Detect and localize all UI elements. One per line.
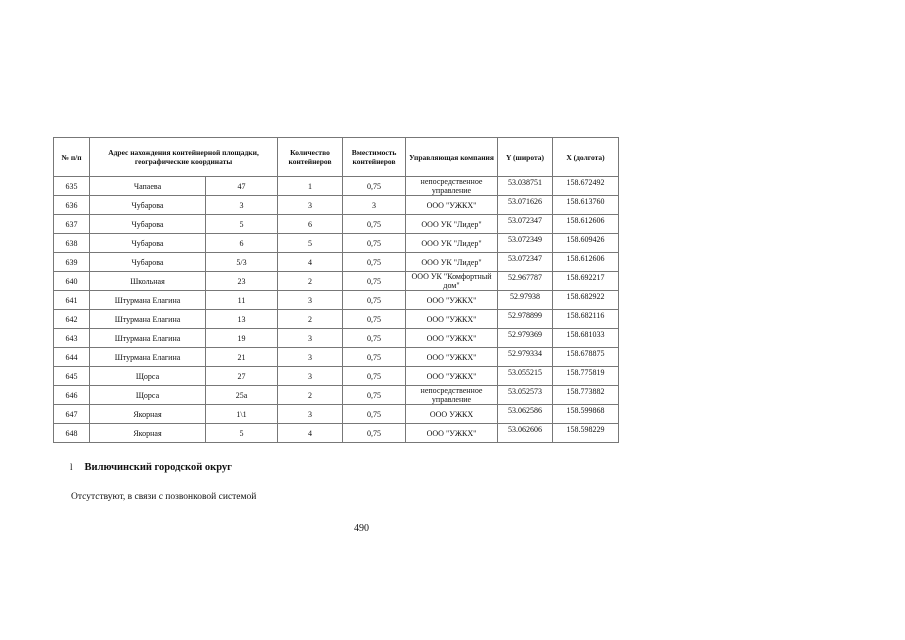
cell-count: 2 xyxy=(278,310,343,329)
cell-street: Якорная xyxy=(90,405,206,424)
cell-company: ООО "УЖКХ" xyxy=(406,196,498,215)
cell-x: 158.612606 xyxy=(553,215,619,234)
cell-y: 52.97938 xyxy=(498,291,553,310)
cell-x: 158.613760 xyxy=(553,196,619,215)
cell-capacity: 0,75 xyxy=(343,386,406,405)
cell-num: 645 xyxy=(54,367,90,386)
cell-capacity: 0,75 xyxy=(343,291,406,310)
table-row xyxy=(54,253,619,272)
cell-company: непосредственное управление xyxy=(406,177,498,196)
cell-y: 52.979334 xyxy=(498,348,553,367)
cell-count: 4 xyxy=(278,253,343,272)
cell-y: 53.052573 xyxy=(498,386,553,405)
cell-count: 1 xyxy=(278,177,343,196)
cell-company: ООО "УЖКХ" xyxy=(406,348,498,367)
cell-num: 637 xyxy=(54,215,90,234)
page-number: 490 xyxy=(354,523,369,534)
cell-x: 158.775819 xyxy=(553,367,619,386)
cell-house: 5 xyxy=(206,424,278,443)
table-row xyxy=(54,291,619,310)
cell-house: 3 xyxy=(206,196,278,215)
cell-x: 158.599868 xyxy=(553,405,619,424)
cell-house: 27 xyxy=(206,367,278,386)
table-row xyxy=(54,386,619,405)
cell-capacity: 0,75 xyxy=(343,424,406,443)
table-row xyxy=(54,348,619,367)
cell-count: 3 xyxy=(278,329,343,348)
table-row xyxy=(54,215,619,234)
cell-company: ООО УК "Лидер" xyxy=(406,215,498,234)
header-num: № п/п xyxy=(54,138,90,177)
cell-y: 53.071626 xyxy=(498,196,553,215)
table-row xyxy=(54,196,619,215)
table-row xyxy=(54,424,619,443)
cell-x: 158.681033 xyxy=(553,329,619,348)
cell-num: 646 xyxy=(54,386,90,405)
table-row xyxy=(54,367,619,386)
section-note: Отсутствуют, в связи с позвонковой системой xyxy=(71,492,257,502)
header-x: X (долгота) xyxy=(553,138,619,177)
header-company: Управляющая компания xyxy=(406,138,498,177)
cell-company: ООО "УЖКХ" xyxy=(406,291,498,310)
containers-table xyxy=(53,137,619,443)
cell-house: 19 xyxy=(206,329,278,348)
cell-y: 53.062586 xyxy=(498,405,553,424)
cell-street: Чубарова xyxy=(90,234,206,253)
cell-num: 642 xyxy=(54,310,90,329)
section-heading xyxy=(70,462,232,473)
cell-num: 644 xyxy=(54,348,90,367)
cell-street: Щорса xyxy=(90,367,206,386)
cell-y: 53.062606 xyxy=(498,424,553,443)
cell-x: 158.598229 xyxy=(553,424,619,443)
cell-house: 13 xyxy=(206,310,278,329)
cell-house: 23 xyxy=(206,272,278,291)
cell-y: 53.055215 xyxy=(498,367,553,386)
header-count: Количество контейнеров xyxy=(278,138,343,177)
cell-street: Чубарова xyxy=(90,196,206,215)
cell-y: 52.978899 xyxy=(498,310,553,329)
cell-num: 648 xyxy=(54,424,90,443)
header-address: Адрес нахождения контейнерной площадки, географические координаты xyxy=(90,138,278,177)
cell-house: 11 xyxy=(206,291,278,310)
cell-x: 158.682922 xyxy=(553,291,619,310)
cell-house: 21 xyxy=(206,348,278,367)
header-capacity: Вместимость контейнеров xyxy=(343,138,406,177)
cell-house: 5/3 xyxy=(206,253,278,272)
cell-street: Штурмана Елагина xyxy=(90,310,206,329)
cell-company: непосредственное управление xyxy=(406,386,498,405)
cell-num: 636 xyxy=(54,196,90,215)
table-row xyxy=(54,177,619,196)
cell-x: 158.682116 xyxy=(553,310,619,329)
cell-count: 6 xyxy=(278,215,343,234)
cell-num: 640 xyxy=(54,272,90,291)
cell-x: 158.678875 xyxy=(553,348,619,367)
section-title: Вилючинский городской округ xyxy=(84,462,232,473)
cell-street: Якорная xyxy=(90,424,206,443)
cell-y: 53.072347 xyxy=(498,215,553,234)
cell-count: 3 xyxy=(278,405,343,424)
cell-count: 5 xyxy=(278,234,343,253)
cell-company: ООО УК "Лидер" xyxy=(406,234,498,253)
table-row xyxy=(54,234,619,253)
cell-street: Чапаева xyxy=(90,177,206,196)
cell-y: 52.979369 xyxy=(498,329,553,348)
cell-count: 3 xyxy=(278,348,343,367)
table-row xyxy=(54,329,619,348)
cell-count: 2 xyxy=(278,272,343,291)
cell-capacity: 0,75 xyxy=(343,253,406,272)
cell-x: 158.773882 xyxy=(553,386,619,405)
cell-capacity: 0,75 xyxy=(343,367,406,386)
cell-house: 25а xyxy=(206,386,278,405)
cell-count: 2 xyxy=(278,386,343,405)
cell-street: Щорса xyxy=(90,386,206,405)
table-body xyxy=(54,177,619,443)
cell-capacity: 0,75 xyxy=(343,405,406,424)
cell-street: Чубарова xyxy=(90,253,206,272)
cell-num: 635 xyxy=(54,177,90,196)
cell-company: ООО УК "Лидер" xyxy=(406,253,498,272)
cell-street: Штурмана Елагина xyxy=(90,291,206,310)
cell-house: 6 xyxy=(206,234,278,253)
cell-company: ООО "УЖКХ" xyxy=(406,329,498,348)
cell-house: 5 xyxy=(206,215,278,234)
cell-x: 158.692217 xyxy=(553,272,619,291)
cell-x: 158.672492 xyxy=(553,177,619,196)
cell-capacity: 0,75 xyxy=(343,177,406,196)
cell-count: 4 xyxy=(278,424,343,443)
cell-count: 3 xyxy=(278,367,343,386)
table-header-row xyxy=(54,138,619,177)
cell-capacity: 0,75 xyxy=(343,329,406,348)
cell-company: ООО "УЖКХ" xyxy=(406,367,498,386)
cell-y: 53.038751 xyxy=(498,177,553,196)
cell-capacity: 0,75 xyxy=(343,310,406,329)
cell-street: Школьная xyxy=(90,272,206,291)
table-row xyxy=(54,405,619,424)
cell-x: 158.612606 xyxy=(553,253,619,272)
table-row xyxy=(54,310,619,329)
cell-y: 53.072349 xyxy=(498,234,553,253)
cell-capacity: 0,75 xyxy=(343,348,406,367)
table-row xyxy=(54,272,619,291)
cell-capacity: 0,75 xyxy=(343,234,406,253)
cell-y: 53.072347 xyxy=(498,253,553,272)
cell-num: 647 xyxy=(54,405,90,424)
cell-street: Штурмана Елагина xyxy=(90,348,206,367)
cell-num: 641 xyxy=(54,291,90,310)
containers-table-wrapper xyxy=(53,137,618,443)
cell-num: 638 xyxy=(54,234,90,253)
cell-capacity: 0,75 xyxy=(343,272,406,291)
header-y: Y (широта) xyxy=(498,138,553,177)
cell-count: 3 xyxy=(278,291,343,310)
cell-x: 158.609426 xyxy=(553,234,619,253)
cell-count: 3 xyxy=(278,196,343,215)
cell-company: ООО УЖКХ xyxy=(406,405,498,424)
cell-y: 52.967787 xyxy=(498,272,553,291)
cell-num: 639 xyxy=(54,253,90,272)
section-bullet: l xyxy=(70,462,73,472)
cell-company: ООО "УЖКХ" xyxy=(406,310,498,329)
cell-street: Чубарова xyxy=(90,215,206,234)
cell-house: 47 xyxy=(206,177,278,196)
cell-company: ООО УК "Комфортный дом" xyxy=(406,272,498,291)
cell-capacity: 0,75 xyxy=(343,215,406,234)
cell-street: Штурмана Елагина xyxy=(90,329,206,348)
cell-capacity: 3 xyxy=(343,196,406,215)
cell-house: 1\1 xyxy=(206,405,278,424)
cell-company: ООО "УЖКХ" xyxy=(406,424,498,443)
cell-num: 643 xyxy=(54,329,90,348)
